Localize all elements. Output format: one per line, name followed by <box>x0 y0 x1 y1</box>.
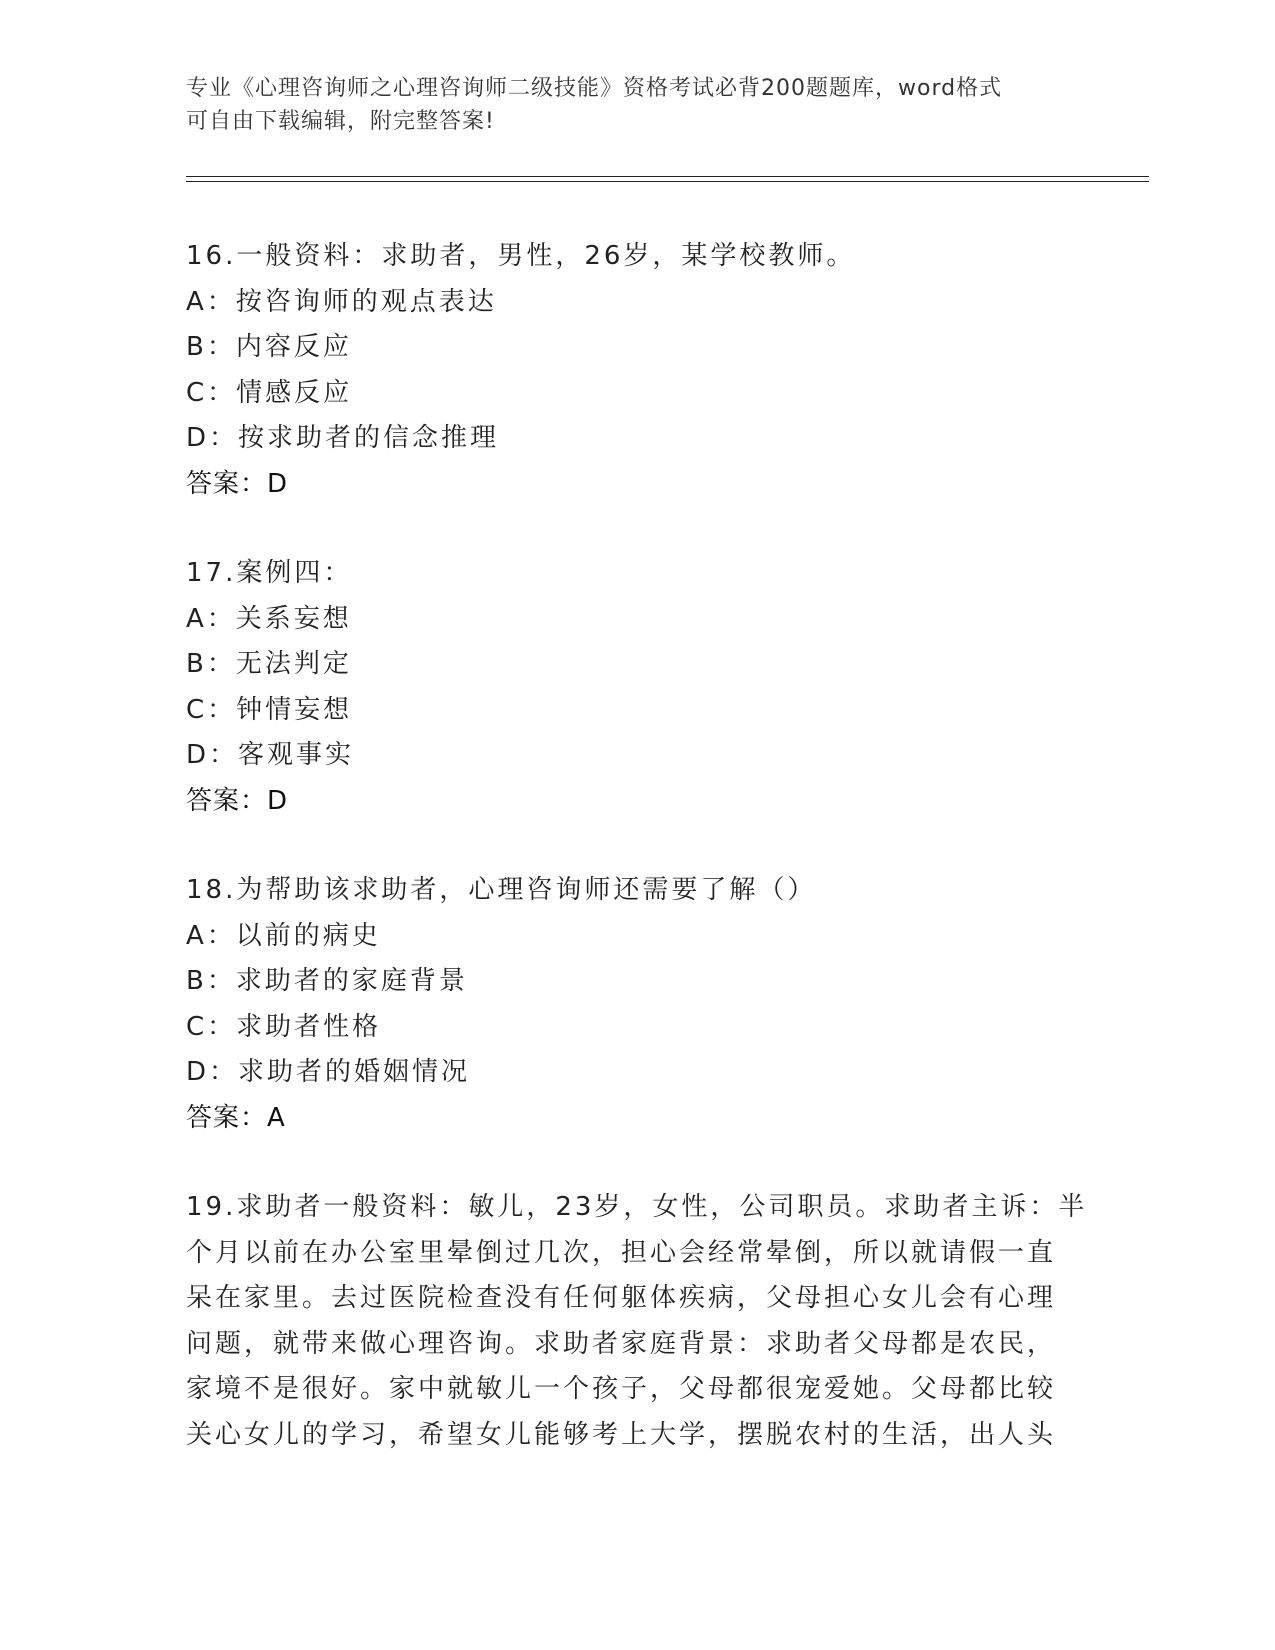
document-header <box>186 72 1066 138</box>
question-stem: 16.一般资料：求助者，男性，26岁，某学校教师。 <box>186 241 856 271</box>
option-c: C：情感反应 <box>186 377 353 408</box>
option-c: C：钟情妄想 <box>186 694 353 725</box>
option-d: D：按求助者的信念推理 <box>186 423 500 453</box>
option-b: B：求助者的家庭背景 <box>186 966 468 996</box>
question-16 <box>186 234 1086 507</box>
question-list <box>186 234 1086 1502</box>
question-18 <box>186 868 1086 1141</box>
question-stem-line: 19.求助者一般资料：敏儿，23岁，女性，公司职员。求助者主诉：半 <box>186 1192 1088 1222</box>
question-stem: 18.为帮助该求助者，心理咨询师还需要了解（） <box>186 875 817 905</box>
question-stem-line: 呆在家里。去过医院检查没有任何躯体疾病，父母担心女儿会有心理 <box>186 1283 1057 1313</box>
option-b: B：无法判定 <box>186 649 352 679</box>
question-stem-line: 家境不是很好。家中就敏儿一个孩子，父母都很宠爱她。父母都比较 <box>186 1374 1057 1404</box>
question-stem: 17.案例四： <box>186 558 353 588</box>
question-stem-line: 关心女儿的学习，希望女儿能够考上大学，摆脱农村的生活，出人头 <box>186 1419 1057 1450</box>
answer: 答案：D <box>186 785 289 816</box>
option-b: B：内容反应 <box>186 332 352 362</box>
option-c: C：求助者性格 <box>186 1011 382 1042</box>
option-d: D：客观事实 <box>186 740 355 770</box>
option-a: A：关系妄想 <box>186 603 352 634</box>
header-divider-bottom <box>186 181 1149 182</box>
option-a: A：按咨询师的观点表达 <box>186 286 497 317</box>
header-title-line-2: 可自由下载编辑，附完整答案! <box>186 109 495 134</box>
question-stem-line: 个月以前在办公室里晕倒过几次，担心会经常晕倒，所以就请假一直 <box>186 1237 1057 1268</box>
answer: 答案：A <box>186 1102 286 1133</box>
question-stem-line: 问题，就带来做心理咨询。求助者家庭背景：求助者父母都是农民， <box>186 1328 1057 1359</box>
header-divider-top <box>186 176 1149 177</box>
option-d: D：求助者的婚姻情况 <box>186 1057 471 1087</box>
answer: 答案：D <box>186 468 289 499</box>
question-17 <box>186 551 1086 824</box>
option-a: A：以前的病史 <box>186 920 381 951</box>
question-19 <box>186 1185 1086 1458</box>
header-title-line-1: 专业《心理咨询师之心理咨询师二级技能》资格考试必背200题题库，word格式 <box>186 76 1003 101</box>
